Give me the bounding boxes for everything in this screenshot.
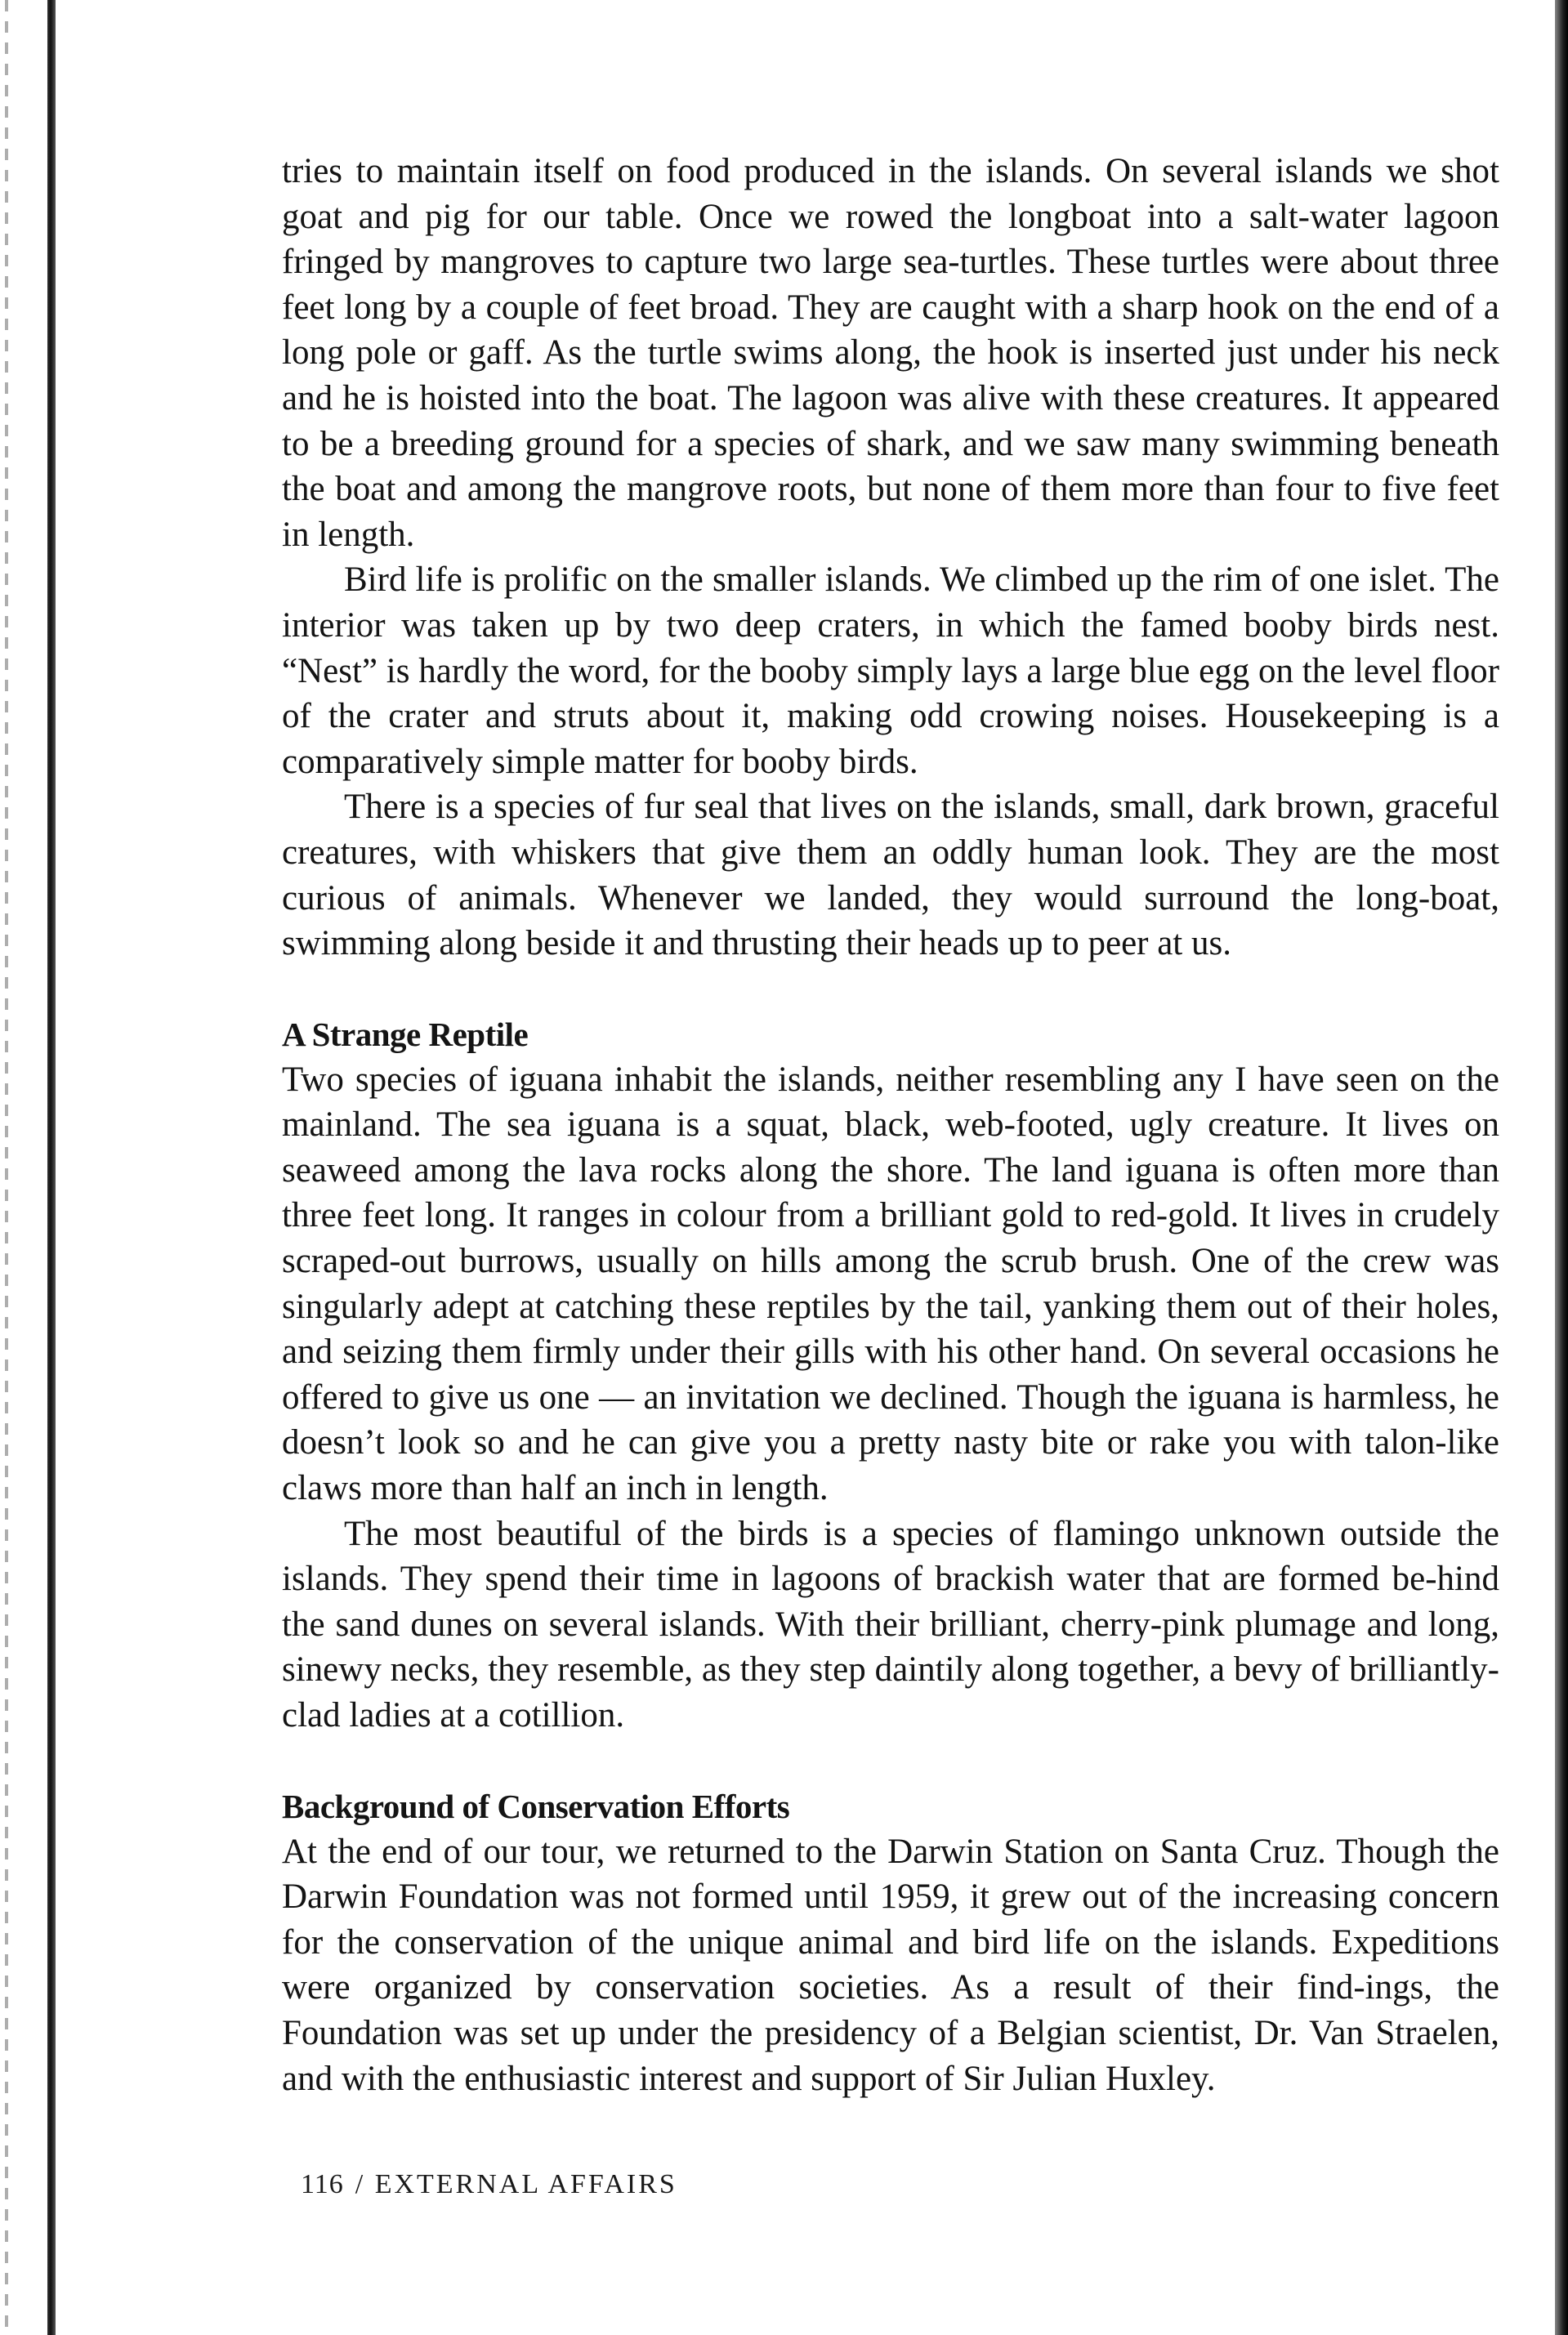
paragraph-flamingos: The most beautiful of the birds is a species of flamingo unknown outside the islands. They spend their time in lagoons of brackish water that are formed be-hind the sand dunes on several islands. With their brilliant, cherry-pink plumage and long, sinewy necks, they resemble, as they step daintily along together, a bevy of brilliantly-clad ladies at a cotillion. xyxy=(282,1514,1499,1735)
page-number: 116 xyxy=(301,2169,344,2199)
paragraph-fur-seals: There is a species of fur seal that lives on the islands, small, dark brown, graceful creatures, with whiskers that give them an oddly human look. They are the most curious of animals. Whenever we landed, they would surround the long-boat, swimming along beside it and thrusting their heads up to peer at us. xyxy=(282,788,1499,963)
paragraph-booby-birds: Bird life is prolific on the smaller islands. We climbed up the rim of one islet. The interior was taken up by two deep craters, in which the famed booby birds nest. “Nest” is hardly the word, for the booby simply lays a large blue egg on the level floor of the crater and struts about it, making odd crowing noises. Housekeeping is a comparatively simple matter for booby birds. xyxy=(282,560,1499,781)
paragraph-turtles: tries to maintain itself on food produced in the islands. On several islands we shot goat and pig for our table. Once we rowed the longboat into a salt-water lagoon fringed by mangroves to capture two large sea-turtles. These turtles were about three feet long by a couple of feet broad. They are caught with a sharp hook on the end of a long pole or gaff. As the turtle swims along, the hook is inserted just under his neck and he is hoisted into the boat. The lagoon was alive with these creatures. It appeared to be a breeding ground for a species of shark, and we saw many swimming beneath the boat and among the mangrove roots, but none of them more than four to five feet in length. xyxy=(282,152,1499,554)
heading-strange-reptile: A Strange Reptile xyxy=(282,1015,529,1053)
scan-binding-edge xyxy=(47,0,56,2335)
heading-conservation-efforts: Background of Conservation Efforts xyxy=(282,1787,790,1825)
scan-right-edge xyxy=(1555,0,1568,2335)
article-body xyxy=(282,149,1499,2101)
page-footer xyxy=(301,2169,677,2200)
publication-name: / EXTERNAL AFFAIRS xyxy=(355,2169,677,2199)
paragraph-iguanas: Two species of iguana inhabit the islands, neither resembling any I have seen on the mainland. The sea iguana is a squat, black, web-footed, ugly creature. It lives on seaweed among the lava rocks along the shore. The land iguana is often more than three feet long. It ranges in colour from a brilliant gold to red-gold. It lives in crudely scraped-out burrows, usually on hills among the scrub brush. One of the crew was singularly adept at catching these reptiles by the tail, yanking them out of their holes, and seizing them firmly under their gills with his other hand. On several occasions he offered to give us one — an invitation we declined. Though the iguana is harmless, he doesn’t look so and he can give you a pretty nasty bite or rake you with talon-like claws more than half an inch in length. xyxy=(282,1060,1499,1508)
scan-binding-shadow xyxy=(5,0,8,2335)
paragraph-darwin-station: At the end of our tour, we returned to the Darwin Station on Santa Cruz. Though the Darwin Foundation was not formed until 1959, it grew out of the increasing concern for the conservation of the unique animal and bird life on the islands. Expeditions were organized by conservation societies. As a result of their find-ings, the Foundation was set up under the presidency of a Belgian scientist, Dr. Van Straelen, and with the enthusiastic interest and support of Sir Julian Huxley. xyxy=(282,1832,1499,2098)
